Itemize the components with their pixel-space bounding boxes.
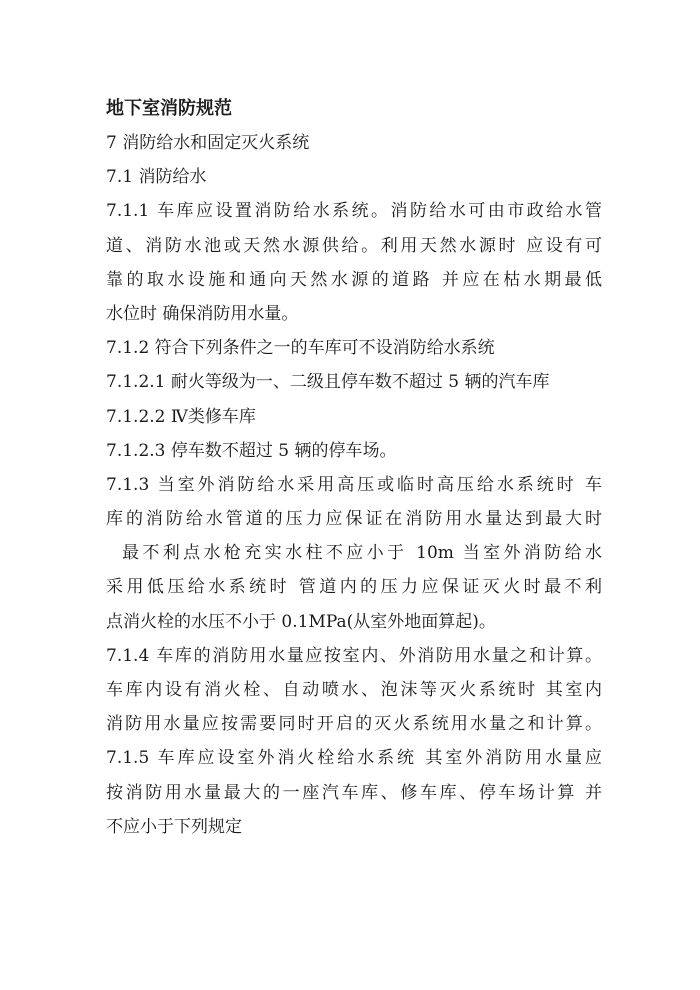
paragraph-line: 道、消防水池或天然水源供给。利用天然水源时 应设有可 (106, 235, 602, 256)
document-title: 地下室消防规范 (106, 98, 232, 119)
document-body (106, 92, 602, 844)
paragraph-line: 按消防用水量最大的一座汽车库、修车库、停车场计算 并 (106, 782, 602, 803)
paragraph-line: 7.1.4 车库的消防用水量应按室内、外消防用水量之和计算。 (106, 645, 602, 666)
paragraph-line: 车库内设有消火栓、自动喷水、泡沫等灭火系统时 其室内 (106, 680, 602, 700)
paragraph-line: 采用低压给水系统时 管道内的压力应保证灭火时最不利 (106, 577, 602, 598)
paragraph-line: 不应小于下列规定 (106, 816, 242, 837)
paragraph-line: 7.1.1 车库应设置消防给水系统。消防给水可由市政给水管 (106, 201, 602, 222)
paragraph-line: 7.1.2 符合下列条件之一的车库可不设消防给水系统 (106, 338, 495, 359)
paragraph-line: 消防用水量应按需要同时开启的灭火系统用水量之和计算。 (106, 714, 602, 735)
paragraph-line: 库的消防给水管道的压力应保证在消防用水量达到最大时 (106, 509, 602, 530)
paragraph-line: 7.1.2.2 Ⅳ类修车库 (106, 406, 256, 427)
paragraph-line: 7.1.5 车库应设室外消火栓给水系统 其室外消防用水量应 (106, 748, 602, 769)
subsection-heading: 7.1 消防给水 (106, 167, 207, 188)
paragraph-line: 7.1.2.3 停车数不超过 5 辆的停车场。 (106, 440, 397, 461)
paragraph-line: 点消火栓的水压不小于 0.1MPa(从室外地面算起)。 (106, 611, 496, 632)
paragraph-line: 靠的取水设施和通向天然水源的道路 并应在枯水期最低 (106, 269, 602, 290)
paragraph-line: 水位时 确保消防用水量。 (106, 303, 299, 324)
paragraph-line: 最不利点水枪充实水柱不应小于 10m 当室外消防给水 (122, 543, 602, 564)
paragraph-line: 7.1.2.1 耐火等级为一、二级且停车数不超过 5 辆的汽车库 (106, 372, 550, 393)
paragraph-line: 7.1.3 当室外消防给水采用高压或临时高压给水系统时 车 (106, 474, 602, 495)
section-heading: 7 消防给水和固定灭火系统 (106, 133, 310, 153)
